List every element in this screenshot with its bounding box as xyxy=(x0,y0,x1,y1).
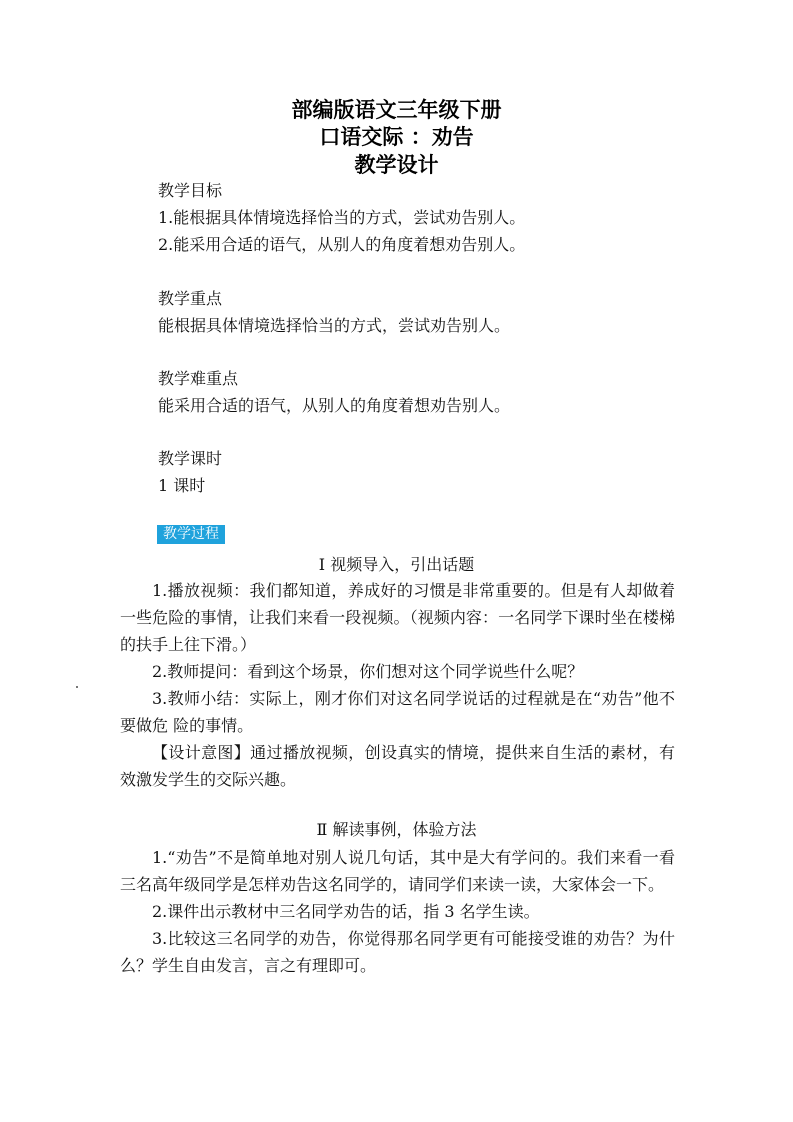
section2-paragraph: 1.“劝告”不是简单地对别人说几句话，其中是大有学问的。我们来看一看三名高年级同学是怎样劝告这名同学的，请同学们来读一读，大家体会一下。 xyxy=(120,848,675,894)
process-section-tag: 教学过程 xyxy=(157,525,225,544)
stray-mark xyxy=(76,686,78,688)
class-hours-text: 1 课时 xyxy=(158,476,206,495)
section1-paragraph: 3.教师小结：实际上，刚才你们对这名同学说话的过程就是在“劝告”他不要做危 险的事情。 xyxy=(120,689,675,735)
document-title-line1: 部编版语文三年级下册 xyxy=(291,98,502,122)
difficult-points-heading: 教学难重点 xyxy=(158,369,239,388)
section2-heading: Ⅱ 解读事例，体验方法 xyxy=(316,820,477,839)
objective-item: 2.能采用合适的语气，从别人的角度着想劝告别人。 xyxy=(158,235,526,254)
section1-body xyxy=(120,577,675,793)
document-title-line3: 教学设计 xyxy=(354,153,439,177)
section1-paragraph: 【设计意图】通过播放视频，创设真实的情境，提供来自生活的素材，有效激发学生的交际兴趣。 xyxy=(120,743,675,789)
objective-item: 1.能根据具体情境选择恰当的方式，尝试劝告别人。 xyxy=(158,208,526,227)
class-hours-heading: 教学课时 xyxy=(158,449,223,468)
difficult-points-text: 能采用合适的语气，从别人的角度着想劝告别人。 xyxy=(158,396,511,415)
section2-paragraph: 2.课件出示教材中三名同学劝告的话，指 3 名学生读。 xyxy=(152,902,540,921)
document-title-line2: 口语交际 ：劝告 xyxy=(319,125,474,149)
key-points-text: 能根据具体情境选择恰当的方式，尝试劝告别人。 xyxy=(158,316,511,335)
objectives-heading: 教学目标 xyxy=(158,181,223,200)
section2-body xyxy=(120,844,675,979)
key-points-heading: 教学重点 xyxy=(158,289,223,308)
section1-paragraph: 2.教师提问：看到这个场景，你们想对这个同学说些什么呢？ xyxy=(152,662,584,681)
section1-paragraph: 1.播放视频：我们都知道，养成好的习惯是非常重要的。但是有人却做着一些危险的事情，让我们来看一段视频。（视频内容：一名同学下课时坐在楼梯的扶手上往下滑。） xyxy=(120,581,675,654)
section1-heading: Ⅰ 视频导入，引出话题 xyxy=(318,555,475,574)
section2-paragraph: 3.比较这三名同学的劝告，你觉得那名同学更有可能接受谁的劝告？为什么？学生自由发言，言之有理即可。 xyxy=(120,929,675,975)
